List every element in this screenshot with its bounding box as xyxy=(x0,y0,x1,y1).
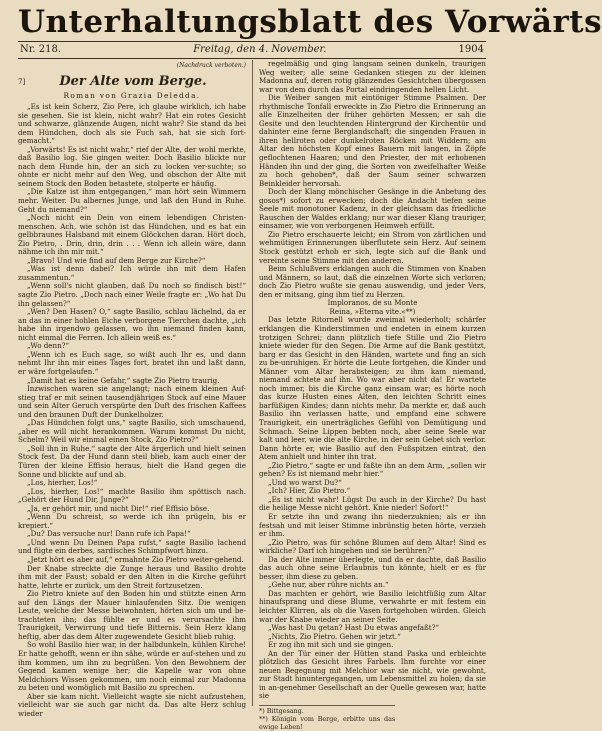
paragraph: „Wo denn?“ xyxy=(27,341,70,351)
paragraph: „Vorwärts! Es ist nicht wahr,“ rief der Alte, der wohl merkte, daß Basilio log. Sie gingen weiter. Doch Basilio blickte nur nach dem Hunde hin, der an sich zu locken ver-suchte; so ohnte er nicht mehr auf den Weg, und obschon der Alte mit seinem Stock den Boden betastete, stolperte er häufig. xyxy=(18,144,246,188)
paragraph: „Gehe nur, aber rühre nichts an.“ xyxy=(268,580,389,590)
paragraph: Da der Alte immer überlegte, und da er dachte, daß Basilio das auch ohne seine Erlaubnis tun könnte, hielt er es für besser, ihm diese zu geben. xyxy=(259,554,486,581)
paragraph: An der Tür einer der Hütten stand Paska und erbleichte plötzlich das Gesicht ihres Farbels. Ihm furchte vor einer neuen Begegnung mit Melchior war sie nicht, wie gewohnt, zur Stadt hinuntergegangen, um Lebensmittel zu holen; da sie in an-genehmer Gesellschaft an der Quelle gewesen war, hatte sie xyxy=(259,648,486,701)
paragraph: Das letzte Ritornell wurde zweimal wiederholt; schärfer erklangen die Kinderstimmen und endeten in einem kurzen trotzigen Schrei; dann plötzlich tiefe Stille und Zio Pietro kniete wieder für den Segen. Die Arme auf die Bank gestützt, barg er das Gesicht in den Händen, wartete und fing an sich zu be-unruhigen. Er hörte die Leute fortgehen, die Kinder und Männer vom Altar herabsteigen; zu ihm kam niemand, niemand achtete auf ihn. Wo war aber nicht da! Er wartete noch immer, bis die Kirche ganz einsam war; es hörte noch das kurze Husten eines Alten, den leichten Schritt eines barfüßigen Kindes; dann nichts mehr. Da merkte er, daß auch Basilio ihn verlassen hatte, und empfand eine schwere Traurigkeit, ein unerträgliches Gefühl von Demütigung und Schmach. Seine Lippen bebten noch, aber seine Seele war kalt und leer, wie die alte Kirche, in der sein Gebet sich verlor. Dann hörte er, wie Basilio auf den Fußspitzen eintrat, den Atem anhielt und hinter ihn trat. xyxy=(259,315,486,462)
paragraph: So wohl Basilio hier war, in der halbdunkeln, kühlen Kirche! Er hatte gehofft, wenn er ihn sähe, würde er auf-stehen und zu ihm kommen, um ihn zu begrüßen. Von den Bewohnern der Gegend kamen wenige her; die Kapelle war von ohne Meldchiors Wissen gekommen, um noch einmal zur Madonna zu beten und womöglich mit Basilio zu sprechen. xyxy=(18,640,246,693)
masthead-rule xyxy=(18,41,486,42)
paragraph: „Noch nicht ein Dein von einem lebendigen Christen-menschen. Ach, wie schön ist das Hündchen, und es hat ein gelbbraunes Halsband mit einem Glöckchen daran. Hört doch, Zio Pietro, . Drin, drin, drin . . . Wenn ich allein wäre, dann nähme ich ihn mir mit.“ xyxy=(18,213,246,257)
paragraph: Zio Pietro erschauerte leicht; ein Strom von zärtlichen und wehmütigen Erinnerungen überflutete sein Herz. Auf seinem Stock gestützt erhob er sich, legte sich auf die Bank und vereinte seine Stimme mit den anderen. xyxy=(259,229,486,265)
dateline xyxy=(18,43,486,57)
paragraph: „Die Katze ist ihm entgegangen,“ man hört sein Wimmern mehr. Weiter. Du albernes Junge, und laß den Hund in Ruhe. Geht du niemand?“ xyxy=(18,187,246,214)
paragraph: „Zio Pietro, was für schöne Blumen auf dem Altar! Sind es wirkliche? Darf ich hingehen und sie berühren?“ xyxy=(259,537,486,556)
left-column-body xyxy=(18,103,246,718)
reprint-note: (Nachdruck verboten.) xyxy=(176,62,246,69)
paragraph: Beim Schlußvers erklangen auch die Stimmen von Knaben und Männern, so laut, daß die einzelnen Worte sich verloren; doch Zio Pietro wußte sie genau auswendig, und jeder Vers, den er mitsang, ging ihm tief zu Herzen. xyxy=(259,264,486,299)
paragraph: Aber sie kam nicht. Vielleicht wagte sie nicht aufzustehen, vielleicht war sie auch gar nicht da. Das alte Herz schlug wieder xyxy=(18,691,246,718)
paragraph: „Bravo! Und wie find auf dem Berge zur Kirche?“ xyxy=(27,255,206,265)
paragraph: Zio Pietro kniete auf den Boden hin und stützte einen Arm auf den Längs der Mauer hinlaufenden Sitz. Die wenigen Leute, welche der Messe beiwohnten, hörten sich um und be-trachteten ihn; das fühlte er und es verursachte ihm Traurigkeit, Verwirrung und tiefe Bitternis. Sein Herz klang heftig, aber das dem Alter zugewendete Gesicht blieb ruhig. xyxy=(18,589,246,641)
article-columns xyxy=(18,59,486,731)
masthead: Unterhaltungsblatt des Vorwärts xyxy=(18,4,602,40)
paragraph: „Was ist denn dabei? Ich würde ihn mit dem Hafen zusammentun.“ xyxy=(18,264,246,282)
paragraph: Reina, »Eterna vite.«**) xyxy=(329,306,416,316)
paragraph: „Das Hündchen folgt uns,“ sagte Basilio, sich umschauend, „aber es will nicht herankommen. Warum kommst Du nicht, Schelm? Weil wir einmal einen Stock, Zio Pietro?“ xyxy=(18,418,246,445)
article-title: Der Alte vom Berge. xyxy=(59,73,207,89)
title-row xyxy=(18,73,246,91)
paragraph: Er setzte ihn und zwang ihn niederzuknien; als er ihn festsah und mit leiser Stimme inbrünstig beten hörte, verzieh er ihm. xyxy=(259,511,486,539)
paragraph: Der Knabe streckte die Zunge heraus und Basilio drohte ihm mit der Faust; sobald er den Alten in die Kirche geführt hatte, lehrte er zurück, um den Streit fortzusetzen. xyxy=(18,563,246,590)
paragraph: Imploranos, de su Monte xyxy=(327,298,418,308)
paragraph: „Es ist kein Scherz, Zio Pere, ich glaube wirklich, ich habe sie gesehen. Sie ist klein, nicht wahr? Hat ein rotes Gesicht und schwarze, glänzende Augen, nicht wahr? Sie stand da bei dem Hündchen, doch als sie Fuch sah, hat sie sich fort-gemacht.“ xyxy=(18,102,246,146)
footnote: *) Bittgesang. xyxy=(259,707,304,716)
paragraph: „Jetzt hört es aber auf,“ ermahnte Zio Pietro weiter-gehend. xyxy=(27,554,244,564)
installment-number: 7] xyxy=(18,77,26,86)
paragraph: „Wenn Du schreist, so werde ich ihn prügeln, bis er krepiert.“ xyxy=(18,512,246,530)
paragraph: „Damit hat es keine Gefahr,“ sagte Zio Pietro traurig. xyxy=(27,375,220,385)
paragraph: „Nichts, Zio Pietro. Gehen wir jetzt.“ xyxy=(268,631,401,641)
right-column xyxy=(252,59,486,731)
paragraph: „Und wenn Du Deinen Papa rufst,“ sagte Basilio lachend und fügte ein derbes, sardisches Schimpfwort hinzu. xyxy=(18,537,246,556)
paragraph: „Wenn ich es Euch sage, so wißt auch Ihr es, und dann nehmt Ihr ihn mir eines Tages fort, bratet ihn und laßt dann, er wäre fortgelaufen.“ xyxy=(18,349,246,376)
paragraph: „Los, hierher, Los!“ machte Basilio ihm spöttisch nach. „Gehört der Hund Dir, Junge?“ xyxy=(18,486,246,505)
paragraph: „Ich? Hier, Zio Pietro.“ xyxy=(268,486,351,496)
paragraph: „Los, hierher, Los!“ xyxy=(27,478,98,488)
paragraph: Das machten er gehört, wie Basilio leichtfüßig zum Altar hinaufsprang und diese Blume, verwahrte er mit festem ein leichter Klirren, als ob die Vasen fortgehoben würden. Gleich war der Knabe wieder an seiner Seite. xyxy=(259,588,486,624)
paragraph: „Es ist nicht wahr! Lügst Du auch in der Kirche? Du hast die heilige Messe nicht gehört. Knie nieder! Sofort!“ xyxy=(259,494,486,513)
paragraph: „Du? Das versuche nur! Dann rufe ich Papa!“ xyxy=(27,529,191,539)
article-byline: Roman von Grazia Deledda. xyxy=(63,91,201,100)
right-column-body xyxy=(259,60,486,701)
issue-year: 1904 xyxy=(458,44,484,55)
footnotes xyxy=(259,705,395,731)
paragraph: „Wenn soll's nicht glauben, daß Du noch so findisch bist!“ sagte Zio Pietro. „Doch nach einer Weile fragte er: „Wo hat Du ihn gelassen?“ xyxy=(18,281,246,308)
issue-date: Freitag, den 4. November. xyxy=(193,44,327,55)
paragraph: „Wen? Den Hasen? O,“ sagte Basilio, schlau lächelnd, da er an das in einer hohlen Eiche verborgene Tierchen dachte, „ich habe ihn irgendwo gelassen, wo ihn niemand finden kann, nicht einmal die Ferren. Ich allein weiß es.“ xyxy=(18,307,246,342)
paragraph: Doch der Klang mönchischer Gesänge in die Anbetung des gosos*) sofort zu erwecken; doch die Andacht tiefen seine Seele mit monotoner Kadenz, in der gleichsam das friedliche Rauschen der Waldes erklang; nur war dieser Klang trauriger, einsamer, wie von verborgenen Heimweh erfüllt. xyxy=(259,187,486,231)
paragraph: regelmäßig und ging langsam seinen dunkeln, traurigen Weg weiter; alle seine Gedanken stiegen zu der kleinen Madonna auf, deren rotig glänzendes Gesichtchen übergossen war von dem durch das Portal eindringenden hellen Licht. xyxy=(259,59,486,94)
paragraph: Inzwischen waren sie angelangt; nach einem kleinen Auf-stieg traf er mit seinen tausendjährigen Stock auf eine Mauer und sein Alter Geruch verspürte den Duft des frischen Kaffees und den braunen Duft der Dunkelholzer. xyxy=(18,384,246,419)
left-column xyxy=(18,60,252,718)
issue-number: Nr. 218. xyxy=(20,44,62,55)
paragraph: „Soll ihn in Ruhe,“ sagte der Alte ärgerlich und hielt seinen Stock fest. Da der Hund dann steil blieb, kam auch einer der Türen der kleine Effisio heraus, hielt die Hand gegen die Sonne und blickte auf und ab. xyxy=(18,443,246,479)
paragraph: „Zio Pietro,“ sagte er und faßte ihn an dem Arm, „sollen wir gehen? Es ist niemand mehr hier.“ xyxy=(259,460,486,479)
paragraph: „Und wo warst Du?“ xyxy=(268,477,342,487)
footnote: **) Königin vom Berge, erbitte uns das ewige Leben! xyxy=(259,715,396,731)
paragraph: Er zog ihn mit sich und sie gingen. xyxy=(268,640,394,650)
paragraph: „Was hast Du getan? Hast Du etwas angefaßt?“ xyxy=(268,623,440,633)
paragraph: Die Weiber sangen mit eintöniger Stimme Psalmen. Der rhythmische Tonfall erweckte in Zio Pietro die Erinnerung an alle Einzelheiten der früher gehörten Messen; er sah die Gesite und den leuchtenden Hintergrund der Kirchentür und dahinter eine ferne Berglandschaft; die singenden Frauen in ihren hellroten oder dunkelroten Röcken mit Widdern; am Altar den höchsten Kopf eines Bauern mit langen, in Zöpfe geflochtenen Haaren; und den Priester, der mit erhobenen Händen ihn und der ging, die Sorten von zweifelhafter Weiße zu hoch gehoben*, daß der Saum seiner schwarzen Beinkleider hervorsah. xyxy=(259,93,486,188)
paragraph: „Ja, er gehört mir, und nicht Dir!“ rief Effisio böse. xyxy=(27,503,210,513)
